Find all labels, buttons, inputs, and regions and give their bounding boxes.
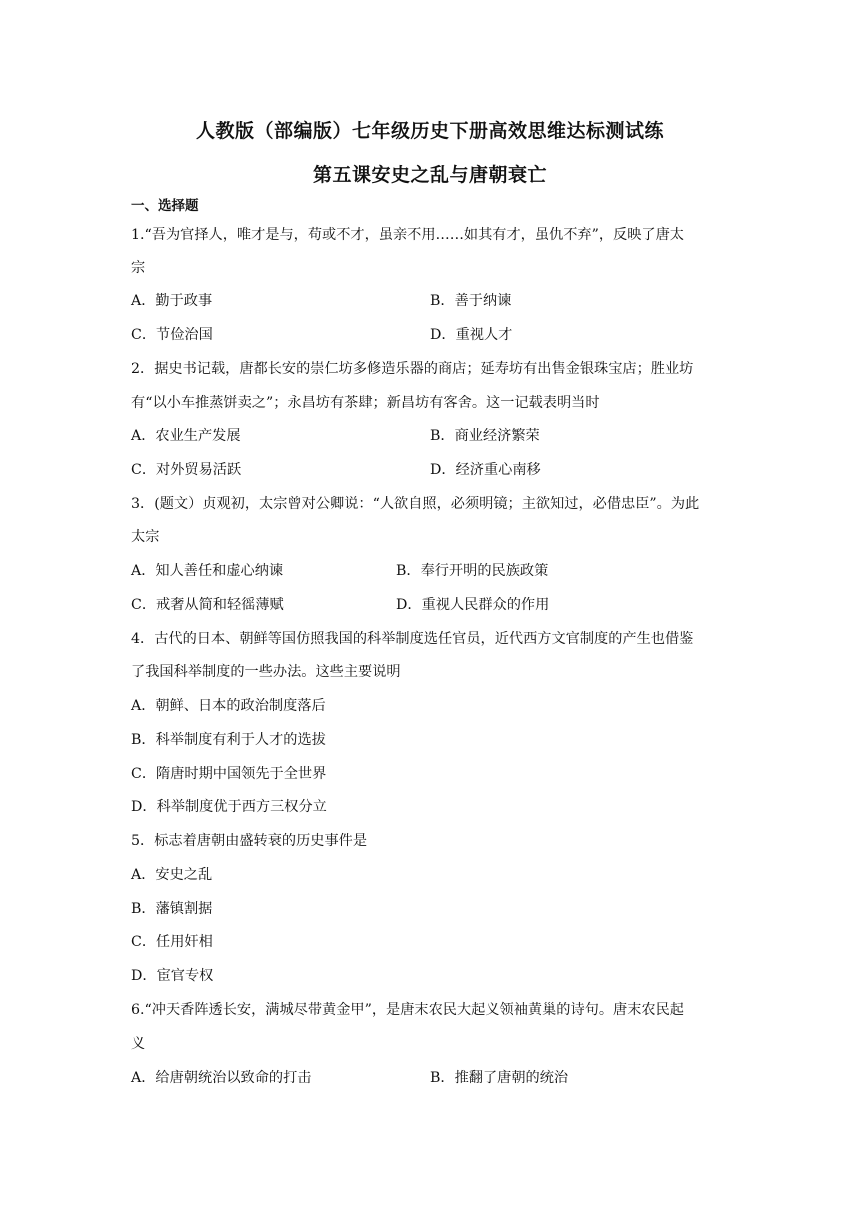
- question-1-option-c: C．节俭治国: [131, 327, 213, 343]
- question-4-stem-line-1: 4．古代的日本、朝鲜等国仿照我国的科举制度选任官员，近代西方文官制度的产生也借鉴: [131, 631, 694, 647]
- question-6-stem-line-1: 6.“冲天香阵透长安，满城尽带黄金甲”，是唐末农民大起义领袖黄巢的诗句。唐末农民起: [131, 1002, 684, 1018]
- question-2-option-a: A．农业生产发展: [131, 428, 241, 444]
- section-heading: 一、选择题: [131, 198, 199, 214]
- question-1-option-a: A．勤于政事: [131, 293, 213, 309]
- question-2-option-d: D．经济重心南移: [430, 462, 541, 478]
- question-3-option-b: B．奉行开明的民族政策: [396, 563, 549, 579]
- question-4-option-c: C．隋唐时期中国领先于全世界: [131, 766, 327, 782]
- question-5-option-a: A．安史之乱: [131, 867, 213, 883]
- question-1-option-b: B．善于纳谏: [430, 293, 512, 309]
- document-subtitle: 第五课安史之乱与唐朝衰亡: [312, 164, 547, 186]
- question-1-option-d: D．重视人才: [430, 327, 513, 343]
- question-3-stem-line-1: 3．(题文）贞观初，太宗曾对公卿说：“人欲自照，必须明镜；主欲知过，必借忠臣”。为此: [131, 496, 700, 512]
- question-5-stem-line-1: 5．标志着唐朝由盛转衰的历史事件是: [131, 833, 368, 849]
- question-3-stem-line-2: 太宗: [131, 529, 160, 545]
- question-3-option-a: A．知人善任和虚心纳谏: [131, 563, 284, 579]
- question-1-stem-line-2: 宗: [131, 260, 146, 276]
- question-4-option-b: B．科举制度有利于人才的选拔: [131, 732, 326, 748]
- question-6-option-a: A．给唐朝统治以致命的打击: [131, 1070, 312, 1086]
- question-5-option-b: B．藩镇割据: [131, 901, 213, 917]
- question-2-option-c: C．对外贸易活跃: [131, 462, 242, 478]
- question-1-stem-line-1: 1.“吾为官择人，唯才是与，苟或不才，虽亲不用……如其有才，虽仇不弃”，反映了唐太: [131, 227, 684, 243]
- question-4-option-d: D．科举制度优于西方三权分立: [131, 799, 327, 815]
- question-4-stem-line-2: 了我国科举制度的一些办法。这些主要说明: [131, 664, 401, 680]
- question-6-stem-line-2: 义: [131, 1036, 146, 1052]
- question-6-option-b: B．推翻了唐朝的统治: [430, 1070, 569, 1086]
- question-2-stem-line-2: 有“以小车推蒸饼卖之”；永昌坊有茶肆；新昌坊有客舍。这一记载表明当时: [131, 395, 600, 411]
- question-5-option-c: C．任用奸相: [131, 934, 213, 950]
- question-3-option-d: D．重视人民群众的作用: [396, 597, 550, 613]
- question-2-option-b: B．商业经济繁荣: [430, 428, 540, 444]
- question-4-option-a: A．朝鲜、日本的政治制度落后: [131, 698, 326, 714]
- document-title: 人教版（部编版）七年级历史下册高效思维达标测试练: [195, 120, 664, 142]
- question-2-stem-line-1: 2．据史书记载，唐都长安的崇仁坊多修造乐器的商店；延寿坊有出售金银珠宝店；胜业坊: [131, 361, 694, 377]
- question-3-option-c: C．戒奢从简和轻徭薄赋: [131, 597, 284, 613]
- question-5-option-d: D．宦官专权: [131, 968, 214, 984]
